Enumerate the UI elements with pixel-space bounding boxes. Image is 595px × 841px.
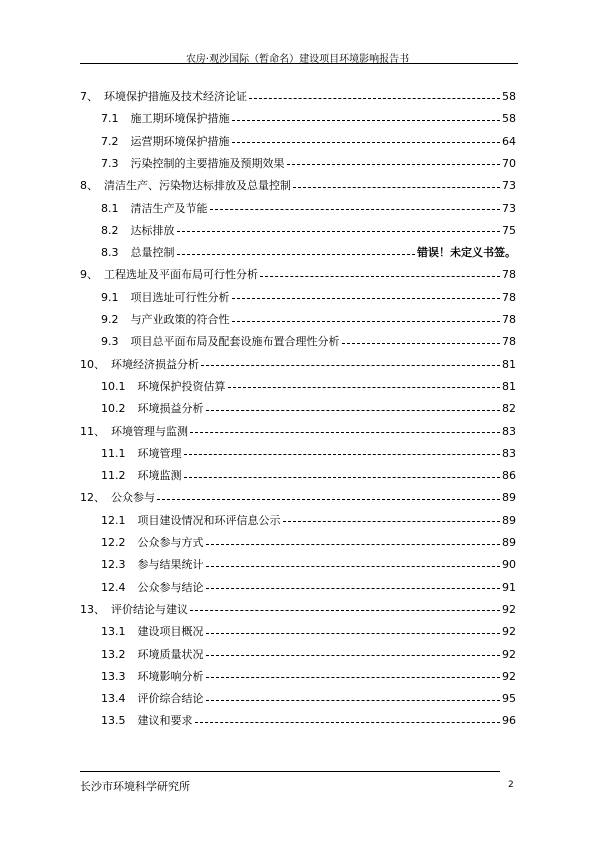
toc-entry[interactable]	[101, 445, 516, 463]
toc-entry-number: 8、	[80, 179, 98, 193]
toc-entry[interactable]	[101, 155, 516, 173]
toc-entry-title: 总量控制	[130, 246, 175, 260]
toc-entry[interactable]	[101, 311, 516, 329]
toc-leader-line	[287, 164, 501, 165]
toc-entry-title: 环境保护投资估算	[137, 379, 226, 393]
toc-entry[interactable]	[80, 266, 516, 284]
toc-entry-page: 89	[502, 513, 516, 527]
toc-entry-title: 达标排放	[130, 223, 175, 237]
toc-leader-line	[206, 410, 501, 411]
toc-entry-number: 13.1	[101, 625, 126, 639]
toc-entry-number: 13.3	[101, 669, 126, 683]
toc-entry-number: 7.3	[101, 156, 119, 170]
toc-entry-page: 70	[502, 156, 516, 170]
toc-leader-line	[283, 521, 501, 522]
toc-leader-line	[190, 610, 500, 611]
toc-entry-title: 工程选址及平面布局可行性分析	[104, 268, 258, 282]
toc-entry-page: 83	[502, 424, 516, 438]
toc-leader-line	[195, 722, 501, 723]
toc-entry-page: 89	[502, 491, 516, 505]
toc-entry[interactable]	[101, 556, 516, 574]
toc-entry[interactable]	[101, 200, 516, 218]
toc-entry-title: 与产业政策的符合性	[130, 313, 230, 326]
toc-entry[interactable]	[101, 512, 516, 530]
toc-entry-number: 11.1	[101, 446, 126, 460]
toc-entry-number: 12.3	[101, 558, 126, 572]
footer-organization: 长沙市环境科学研究所	[80, 780, 190, 793]
toc-entry-page: 73	[502, 179, 516, 193]
toc-leader-line	[184, 454, 501, 455]
toc-entry[interactable]	[101, 110, 516, 128]
toc-entry-title: 环境质量状况	[137, 647, 204, 661]
toc-entry-title: 公众参与结论	[137, 580, 204, 594]
toc-entry-title: 项目建设情况和环评信息公示	[137, 513, 281, 527]
toc-entry-title: 建议和要求	[137, 714, 193, 728]
toc-entry-title: 运营期环境保护措施	[130, 134, 230, 148]
toc-leader-line	[228, 387, 501, 388]
header-rule	[80, 63, 518, 64]
toc-entry[interactable]	[101, 623, 516, 641]
toc-entry[interactable]	[101, 289, 516, 307]
toc-entry-number: 13.4	[101, 692, 126, 706]
toc-entry-page: 90	[502, 558, 516, 572]
toc-entry-number: 7、	[80, 90, 98, 103]
toc-leader-line	[232, 142, 501, 143]
toc-entry-number: 11、	[80, 424, 105, 438]
toc-entry-title: 建设项目概况	[137, 625, 204, 639]
toc-entry-page: 58	[502, 90, 516, 103]
footer-page-number: 2	[508, 780, 514, 790]
toc-leader-line	[184, 477, 501, 478]
footer-rule	[80, 771, 500, 772]
toc-entry[interactable]	[101, 467, 516, 485]
toc-entry-page: 73	[502, 201, 516, 215]
toc-entry-title: 环境管理	[137, 446, 182, 460]
toc-entry-page: 64	[502, 134, 516, 148]
toc-leader-line	[190, 432, 500, 433]
toc-entry-page: 95	[502, 692, 516, 706]
toc-entry-number: 12、	[80, 491, 105, 505]
toc-leader-line	[260, 276, 500, 277]
toc-leader-line	[232, 321, 501, 322]
toc-entry-page: 78	[502, 290, 516, 304]
toc-entry-number: 12.4	[101, 580, 126, 594]
toc-leader-line	[293, 187, 500, 188]
toc-entry[interactable]	[101, 378, 516, 396]
toc-entry-number: 8.1	[101, 201, 119, 215]
toc-entry-page: 82	[502, 402, 516, 416]
toc-entry-number: 7.1	[101, 112, 119, 126]
toc-entry[interactable]	[80, 88, 516, 106]
toc-entry-page: 78	[502, 268, 516, 282]
toc-leader-line	[249, 98, 500, 99]
toc-entry-title: 清洁生产及节能	[130, 201, 208, 215]
toc-entry-page: 81	[502, 357, 516, 371]
toc-entry-title: 清洁生产、污染物达标排放及总量控制	[104, 179, 291, 193]
toc-entry[interactable]	[101, 222, 516, 240]
toc-entry-page: 92	[502, 669, 516, 683]
toc-entry-title: 项目总平面布局及配套设施布置合理性分析	[130, 335, 340, 349]
toc-entry[interactable]	[101, 646, 516, 664]
toc-entry-title: 环境影响分析	[137, 669, 204, 683]
toc-leader-line	[206, 700, 501, 701]
toc-entry[interactable]	[101, 712, 516, 730]
toc-leader-line	[232, 298, 501, 299]
toc-leader-line	[206, 655, 501, 656]
toc-entry-page: 75	[502, 223, 516, 237]
toc-entry-number: 10.2	[101, 402, 126, 416]
toc-entry[interactable]	[101, 244, 516, 262]
toc-leader-line	[201, 365, 500, 366]
toc-leader-line	[157, 499, 500, 500]
toc-entry-number: 7.2	[101, 134, 119, 148]
toc-leader-line	[206, 633, 501, 634]
toc-entry[interactable]	[80, 423, 516, 441]
toc-entry[interactable]	[80, 356, 516, 374]
toc-entry-title: 环境管理与监测	[111, 424, 188, 438]
toc-entry-number: 13.2	[101, 647, 126, 661]
toc-entry-number: 11.2	[101, 469, 126, 483]
toc-entry-title: 评价结论与建议	[111, 602, 188, 616]
toc-entry-number: 13.5	[101, 714, 126, 728]
toc-entry-page: 92	[502, 647, 516, 661]
toc-entry-title: 环境保护措施及技术经济论证	[104, 90, 247, 103]
toc-entry-error: 错误！未定义书签。	[417, 246, 516, 260]
toc-entry-title: 施工期环境保护措施	[130, 112, 230, 126]
toc-entry-title: 公众参与	[111, 491, 155, 505]
toc-entry-number: 12.2	[101, 536, 126, 549]
toc-leader-line	[342, 343, 501, 344]
toc-entry-number: 8.2	[101, 223, 119, 237]
toc-entry-number: 10、	[80, 357, 105, 371]
toc-entry[interactable]	[101, 668, 516, 686]
toc-entry[interactable]	[101, 579, 516, 597]
toc-leader-line	[206, 588, 501, 589]
toc-entry[interactable]	[101, 690, 516, 708]
toc-entry-page: 83	[502, 446, 516, 460]
toc-entry-number: 13、	[80, 602, 105, 616]
toc-entry[interactable]	[101, 133, 516, 151]
toc-entry[interactable]	[101, 400, 516, 418]
toc-entry-page: 81	[502, 379, 516, 393]
toc-leader-line	[206, 677, 501, 678]
toc-entry[interactable]	[80, 489, 516, 507]
toc-entry-title: 公众参与方式	[137, 536, 204, 549]
toc-entry-number: 12.1	[101, 513, 126, 527]
toc-entry-number: 9.2	[101, 313, 119, 326]
toc-entry-page: 92	[502, 625, 516, 639]
page-header: 农房·观沙国际（暂命名）建设项目环境影响报告书	[185, 54, 410, 65]
toc-entry-title: 环境损益分析	[137, 402, 204, 416]
toc-entry[interactable]	[101, 333, 516, 351]
toc-leader-line	[232, 120, 501, 121]
toc-entry[interactable]	[80, 177, 516, 195]
toc-entry[interactable]	[101, 534, 516, 552]
toc-leader-line	[210, 209, 501, 210]
toc-entry-number: 9.3	[101, 335, 119, 349]
toc-entry-number: 9、	[80, 268, 98, 282]
toc-entry-page: 89	[502, 536, 516, 549]
toc-entry-page: 78	[502, 313, 516, 326]
toc-leader-line	[177, 254, 416, 255]
toc-entry-title: 污染控制的主要措施及预期效果	[130, 156, 285, 170]
toc-entry-page: 78	[502, 335, 516, 349]
toc-entry-page: 86	[502, 469, 516, 483]
toc-entry-title: 评价综合结论	[137, 692, 204, 706]
toc-entry-page: 96	[502, 714, 516, 728]
toc-entry-title: 项目选址可行性分析	[130, 290, 230, 304]
toc-entry-title: 参与结果统计	[137, 558, 204, 572]
toc-entry-number: 8.3	[101, 246, 119, 260]
toc-entry-number: 9.1	[101, 290, 119, 304]
toc-entry-number: 10.1	[101, 379, 126, 393]
toc-entry-page: 92	[502, 602, 516, 616]
toc-entry-title: 环境监测	[137, 469, 182, 483]
toc-leader-line	[177, 231, 501, 232]
toc-entry-title: 环境经济损益分析	[111, 357, 199, 371]
toc-entry[interactable]	[80, 601, 516, 619]
toc-entry-page: 58	[502, 112, 516, 126]
toc-entry-page: 91	[502, 580, 516, 594]
toc-leader-line	[206, 544, 501, 545]
toc-leader-line	[206, 566, 501, 567]
